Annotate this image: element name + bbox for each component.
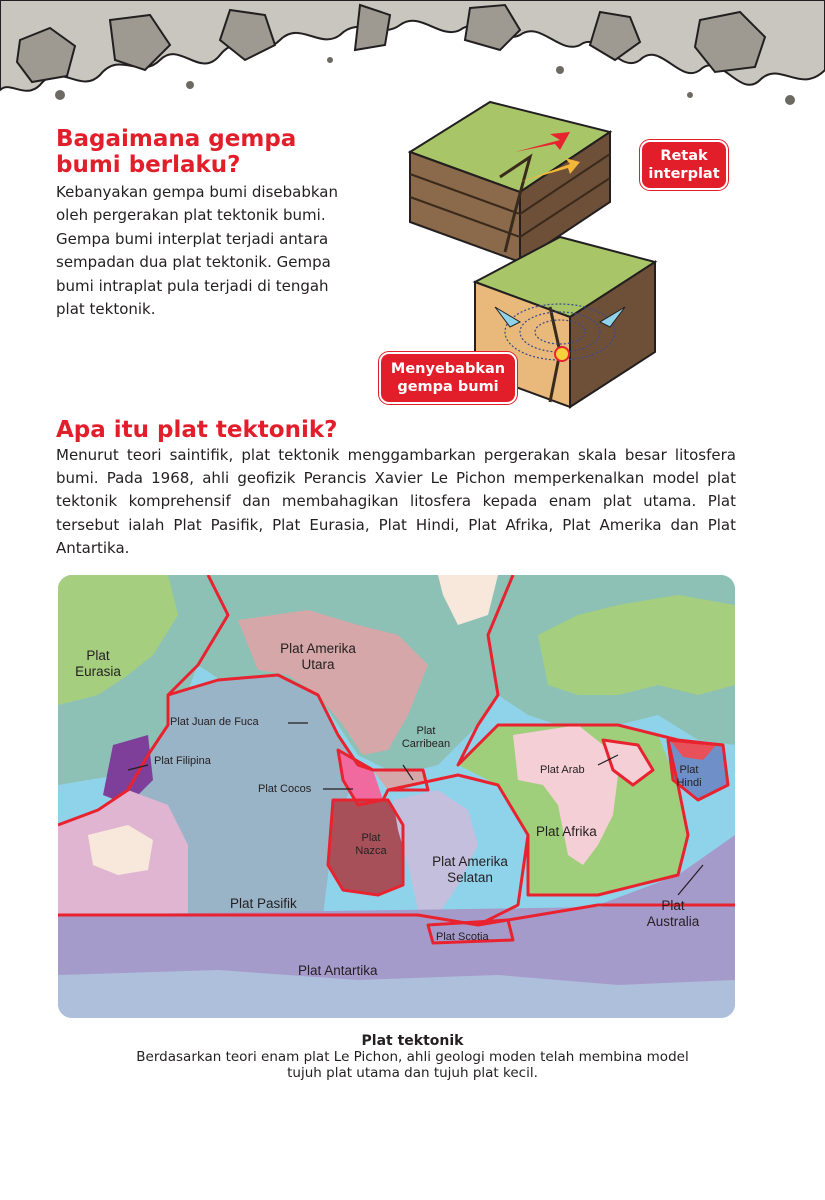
label-pacific: Plat Pasifik [230, 896, 297, 911]
label-nazca: Plat Nazca [355, 832, 387, 857]
section-1-title: Bagaimana gempa bumi berlaku? [56, 126, 297, 178]
label-caribbean: Plat Carribean [401, 725, 451, 750]
section-1-body: Kebanyakan gempa bumi disebabkan oleh pergerakan plat tektonik bumi. Gempa bumi interplat terjadi antara sempadan dua plat tektonik. Gempa bumi intraplat pula terjadi di tengah plat tektonik. [56, 183, 339, 319]
label-scotia: Plat Scotia [436, 931, 489, 943]
map-caption [120, 1033, 705, 1081]
label-eurasia: Plat Eurasia [75, 648, 121, 679]
caption-text: Berdasarkan teori enam plat Le Pichon, ahli geologi moden telah membina model tujuh plat utama dan tujuh plat kecil. [136, 1049, 689, 1081]
callout-causes-earthquake: Menyebabkan gempa bumi [379, 352, 517, 404]
map-canvas [58, 575, 735, 1018]
label-juan-de-fuca: Plat Juan de Fuca [170, 716, 259, 728]
label-indian: Plat Hindi [676, 764, 702, 789]
label-north-america: Plat Amerika Utara [280, 641, 356, 672]
section-2-title: Apa itu plat tektonik? [56, 417, 338, 443]
caption-title: Plat tektonik [361, 1033, 464, 1049]
label-africa: Plat Afrika [536, 824, 597, 839]
label-south-america: Plat Amerika Selatan [432, 854, 508, 885]
label-philippine: Plat Filipina [154, 755, 211, 767]
label-cocos: Plat Cocos [258, 783, 312, 795]
section-2-body: Menurut teori saintifik, plat tektonik menggambarkan pergerakan skala besar litosfera bumi. Pada 1968, ahli geofizik Perancis Xavier Le Pichon memperkenalkan model plat tektonik komprehensif dan membahagikan litosfera kepada enam plat utama. Plat tersebut ialah Plat Pasifik, Plat Eurasia, Plat Hindi, Plat Afrika, Plat Amerika dan Plat Antartika. [56, 446, 736, 557]
callout-interplate-crack: Retak interplat [640, 140, 728, 190]
label-arabian: Plat Arab [540, 764, 585, 776]
label-australia: Plat Australia [646, 898, 700, 929]
tectonic-plate-map [58, 575, 735, 1018]
label-antarctic: Plat Antartika [298, 963, 378, 978]
